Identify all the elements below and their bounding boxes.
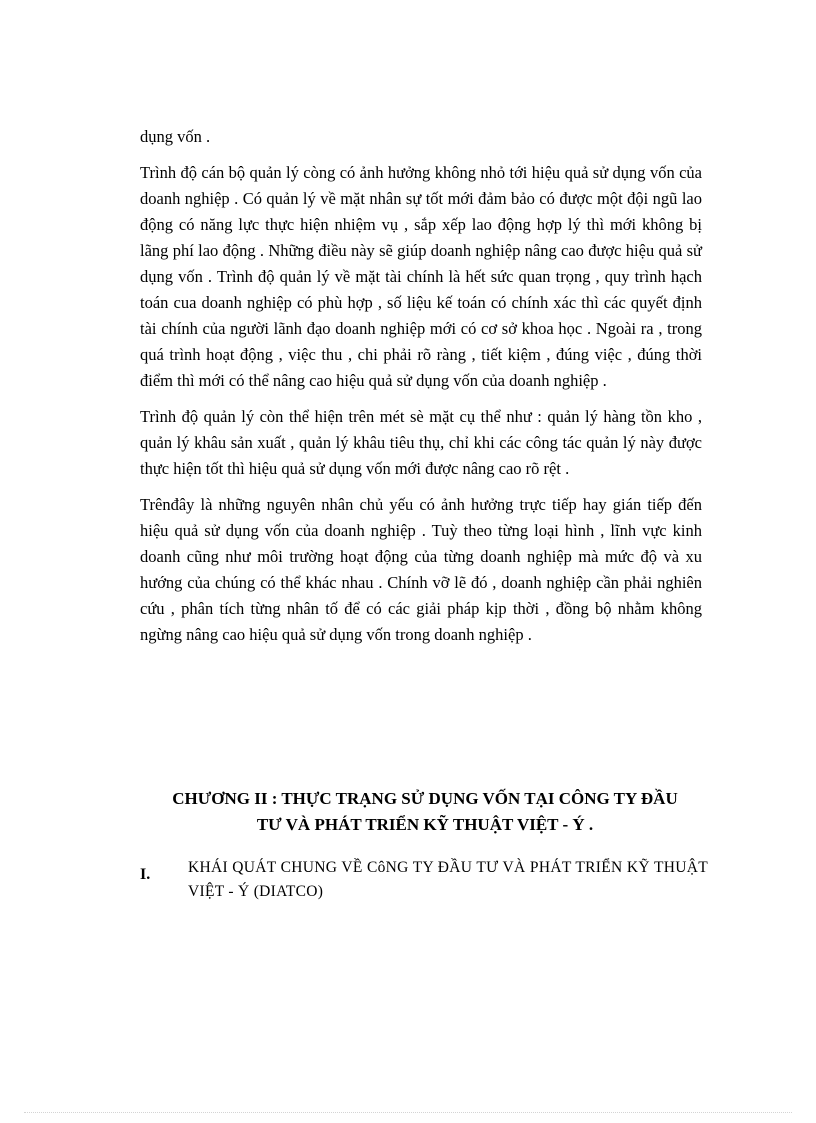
paragraph: Trênđây là những nguyên nhân chủ yếu có ảnh hưởng trực tiếp hay gián tiếp đến hiệu quả sử dụng vốn của doanh nghiệp . Tuỳ theo từng loại hình , lĩnh vực kinh doanh cũng như môi trường hoạt động của từng doanh nghiệp mà mức độ và xu hướng của chúng có thể khác nhau . Chính vỡ lẽ đó , doanh nghiệp cần phải nghiên cứu , phân tích từng nhân tố để có các giải pháp kịp thời , đồng bộ nhằm không ngừng nâng cao hiệu quả sử dụng vốn trong doanh nghiệp . — [140, 495, 702, 644]
body-text — [140, 124, 702, 658]
section-title: KHÁI QUÁT CHUNG VỀ CôNG TY ĐẦU TƯ VÀ PHÁT TRIỂN KỸ THUẬT VIỆT - Ý (DIATCO) — [188, 859, 708, 900]
section-number: I. — [140, 866, 151, 883]
page-bottom-divider — [24, 1112, 792, 1113]
paragraph: Trình độ cán bộ quản lý còng có ảnh hưởng không nhỏ tới hiệu quả sử dụng vốn của doanh nghiệp . Có quản lý về mặt nhân sự tốt mới đảm bảo có được một đội ngũ lao động có năng lực thực hiện nhiệm vụ , sắp xếp lao động hợp lý thì mới không bị lãng phí lao động . Những điều này sẽ giúp doanh nghiệp nâng cao được hiệu quả sử dụng vốn . Trình độ quản lý về mặt tài chính là hết sức quan trọng , quy trình hạch toán cua doanh nghiệp có phù hợp , số liệu kế toán có chính xác thì các quyết định tài chính của người lãnh đạo doanh nghiệp mới có cơ sở khoa học . Ngoài ra , trong quá trình hoạt động , việc thu , chi phải rõ ràng , tiết kiệm , đúng việc , đúng thời điểm thì mới có thể nâng cao hiệu quả sử dụng vốn của doanh nghiệp . — [140, 163, 702, 390]
chapter-heading — [100, 786, 750, 838]
chapter-heading-line: CHƯƠNG II : THỰC TRẠNG SỬ DỤNG VỐN TẠI CÔNG TY ĐẦU — [172, 789, 678, 808]
paragraph: dụng vốn . — [140, 127, 211, 146]
paragraph: Trình độ quản lý còn thể hiện trên mét sè mặt cụ thể như : quản lý hàng tồn kho , quản lý khâu sản xuất , quản lý khâu tiêu thụ, chỉ khi các công tác quản lý này được thực hiện tốt thì hiệu quả sử dụng vốn mới được nâng cao rõ rệt . — [140, 407, 702, 478]
chapter-heading-line: TƯ VÀ PHÁT TRIỂN KỸ THUẬT VIỆT - Ý . — [256, 815, 594, 834]
